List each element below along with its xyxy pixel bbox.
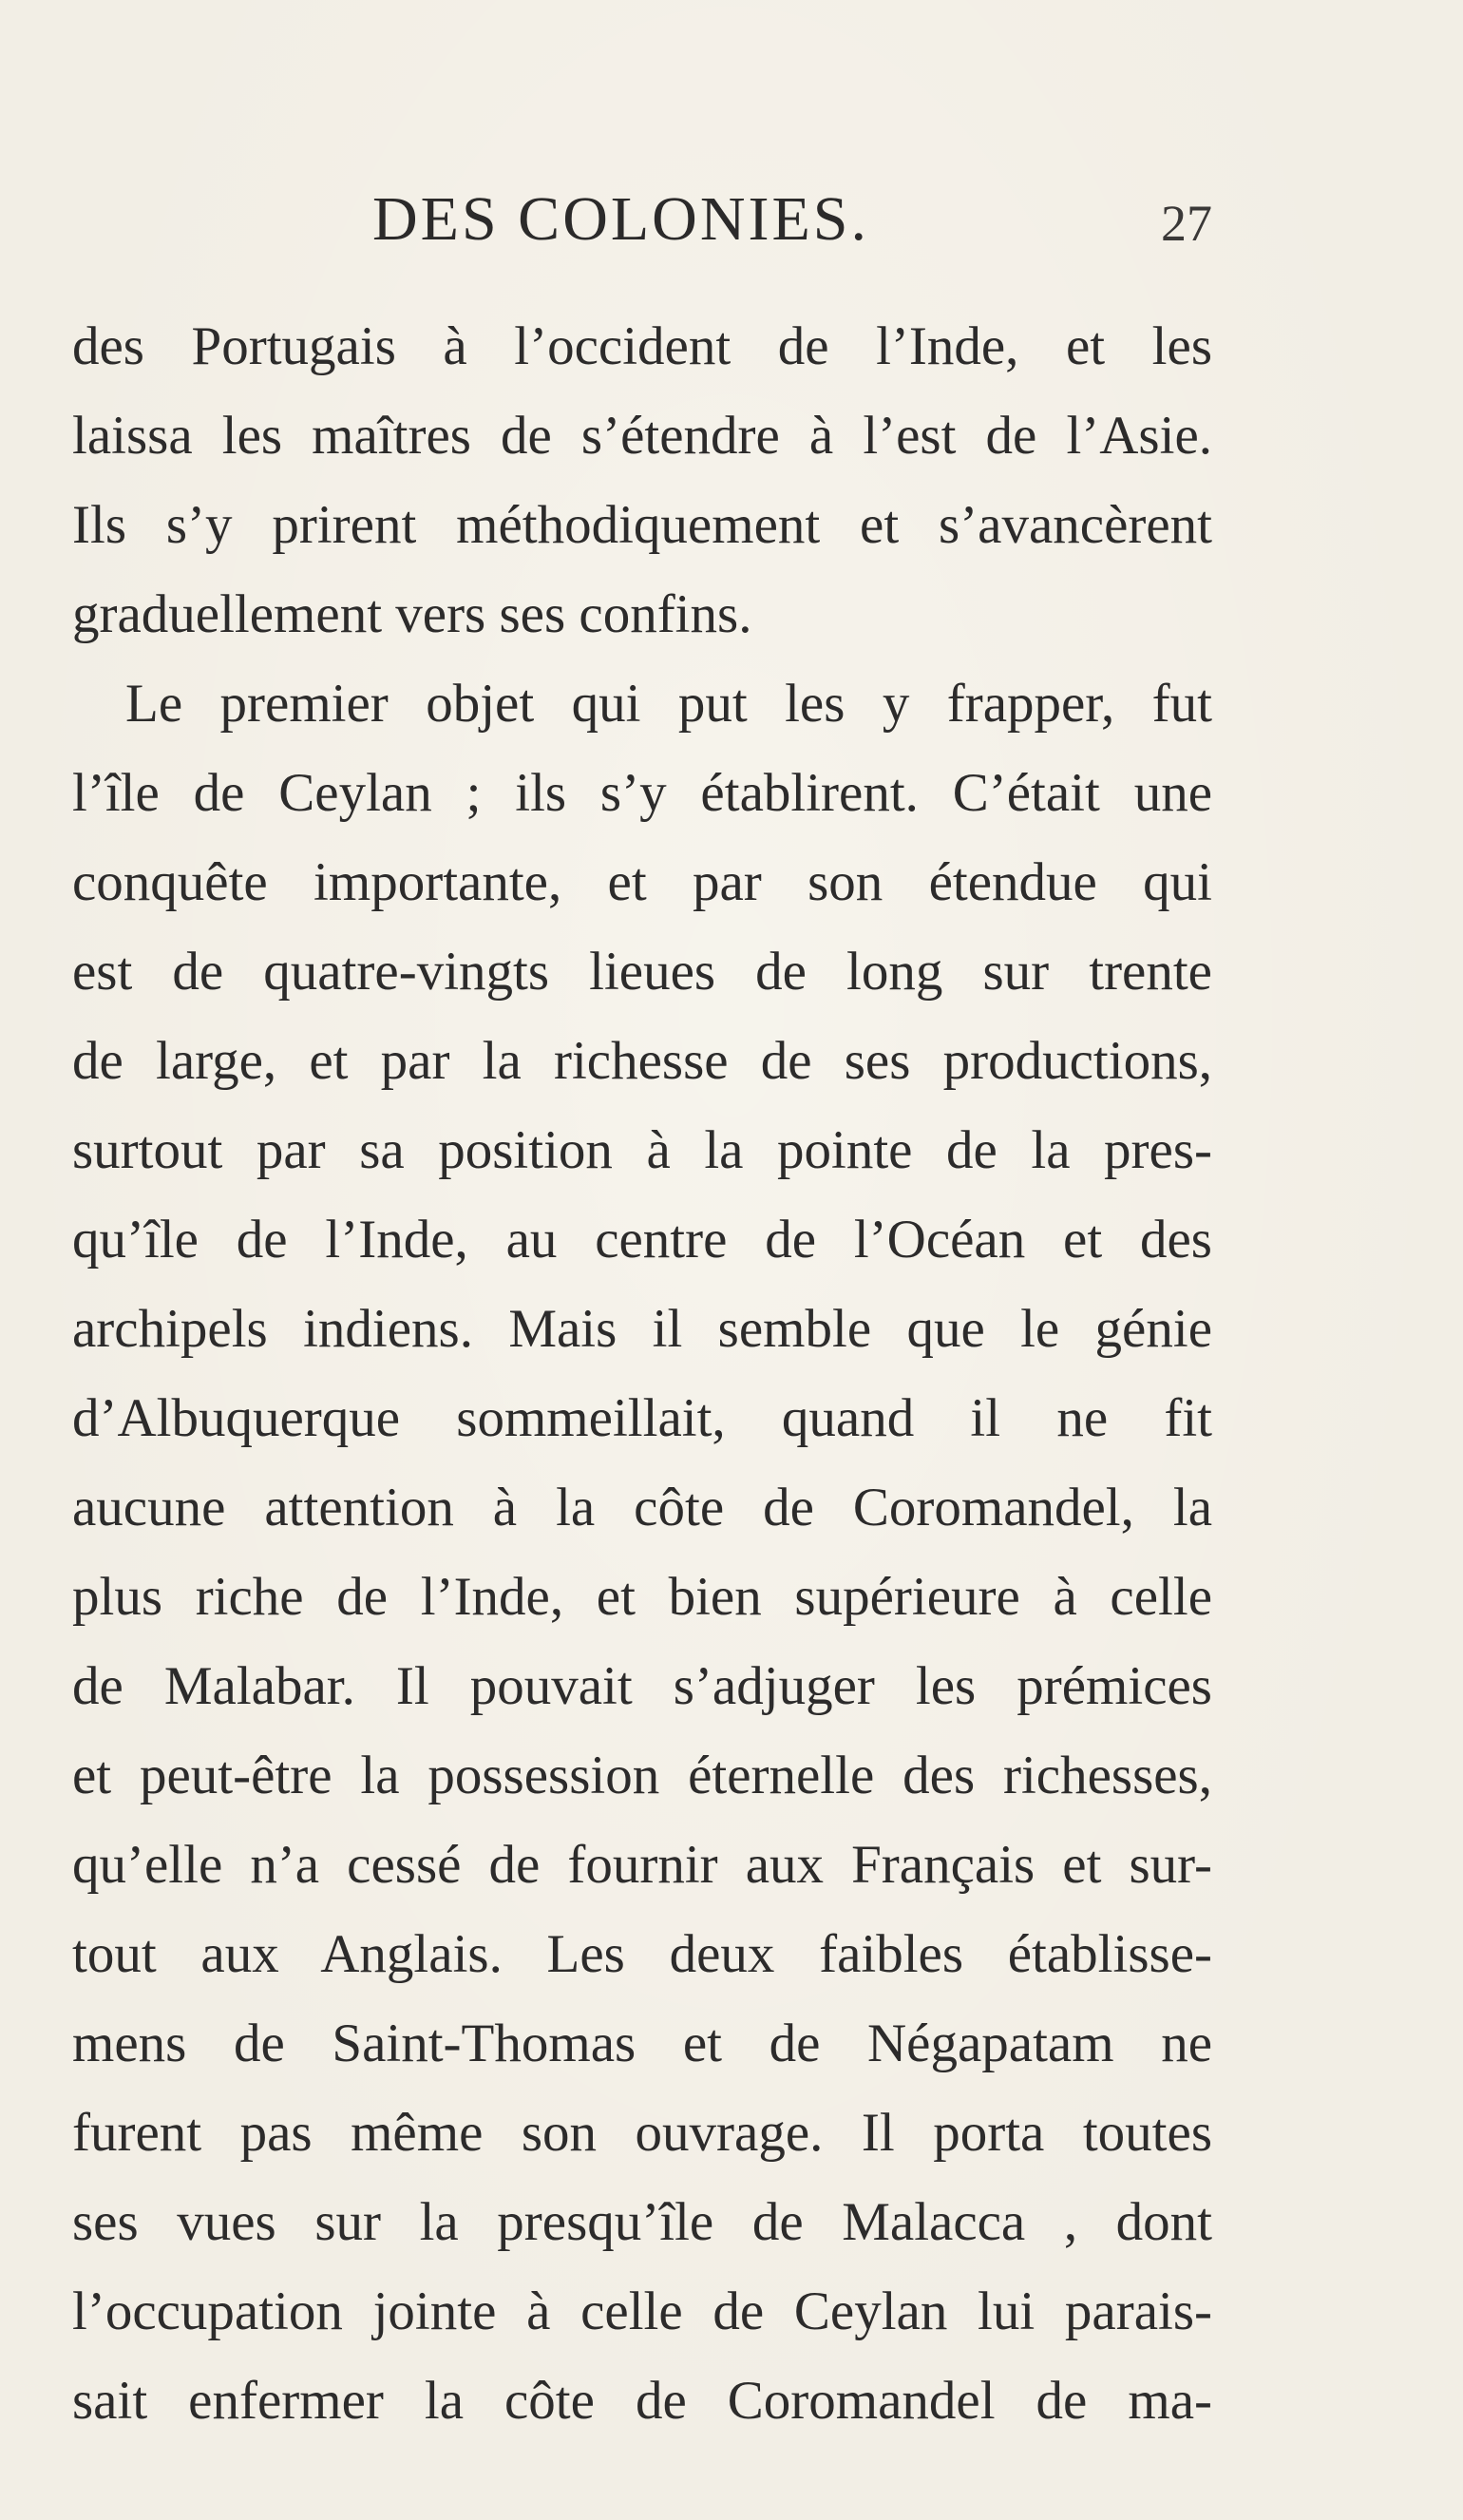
text-line: Le premier objet qui put les y frapper, fut (125, 674, 1212, 734)
running-title: DES COLONIES. (372, 184, 870, 254)
text-line: l’île de Ceylan ; ils s’y établirent. C’était une (72, 763, 1212, 823)
text-line: d’Albuquerque sommeillait, quand il ne fit (72, 1388, 1212, 1448)
body-text (72, 302, 1212, 2446)
text-line: aucune attention à la côte de Coromandel, la (72, 1478, 1212, 1537)
text-line: des Portugais à l’occident de l’Inde, et les (72, 316, 1212, 376)
text-line: de Malabar. Il pouvait s’adjuger les prémices (72, 1656, 1212, 1716)
text-line: laissa les maîtres de s’étendre à l’est de l’Asie. (72, 406, 1212, 466)
text-line: est de quatre-vingts lieues de long sur trente (72, 942, 1212, 1002)
page-header (0, 177, 1463, 262)
page-number: 27 (1161, 195, 1212, 252)
text-line: graduellement vers ses confins. (72, 584, 752, 644)
text-line: plus riche de l’Inde, et bien supérieure à celle (72, 1567, 1212, 1627)
text-line: qu’elle n’a cessé de fournir aux Français et sur- (72, 1835, 1212, 1895)
text-line: sait enfermer la côte de Coromandel de ma- (72, 2371, 1212, 2431)
text-line: ses vues sur la presqu’île de Malacca , dont (72, 2192, 1212, 2252)
text-line: archipels indiens. Mais il semble que le génie (72, 1299, 1212, 1359)
text-line: et peut-être la possession éternelle des richesses, (72, 1746, 1212, 1805)
text-line: tout aux Anglais. Les deux faibles établisse- (72, 1924, 1212, 1984)
text-line: furent pas même son ouvrage. Il porta toutes (72, 2103, 1212, 2163)
text-line: qu’île de l’Inde, au centre de l’Océan et des (72, 1210, 1212, 1270)
text-line: mens de Saint-Thomas et de Négapatam ne (72, 2014, 1212, 2073)
text-line: surtout par sa position à la pointe de la pres- (72, 1120, 1212, 1180)
text-line: de large, et par la richesse de ses productions, (72, 1031, 1212, 1091)
text-line: l’occupation jointe à celle de Ceylan lui parais- (72, 2281, 1212, 2341)
text-line: conquête importante, et par son étendue qui (72, 852, 1212, 912)
text-line: Ils s’y prirent méthodiquement et s’avancèrent (72, 495, 1212, 555)
